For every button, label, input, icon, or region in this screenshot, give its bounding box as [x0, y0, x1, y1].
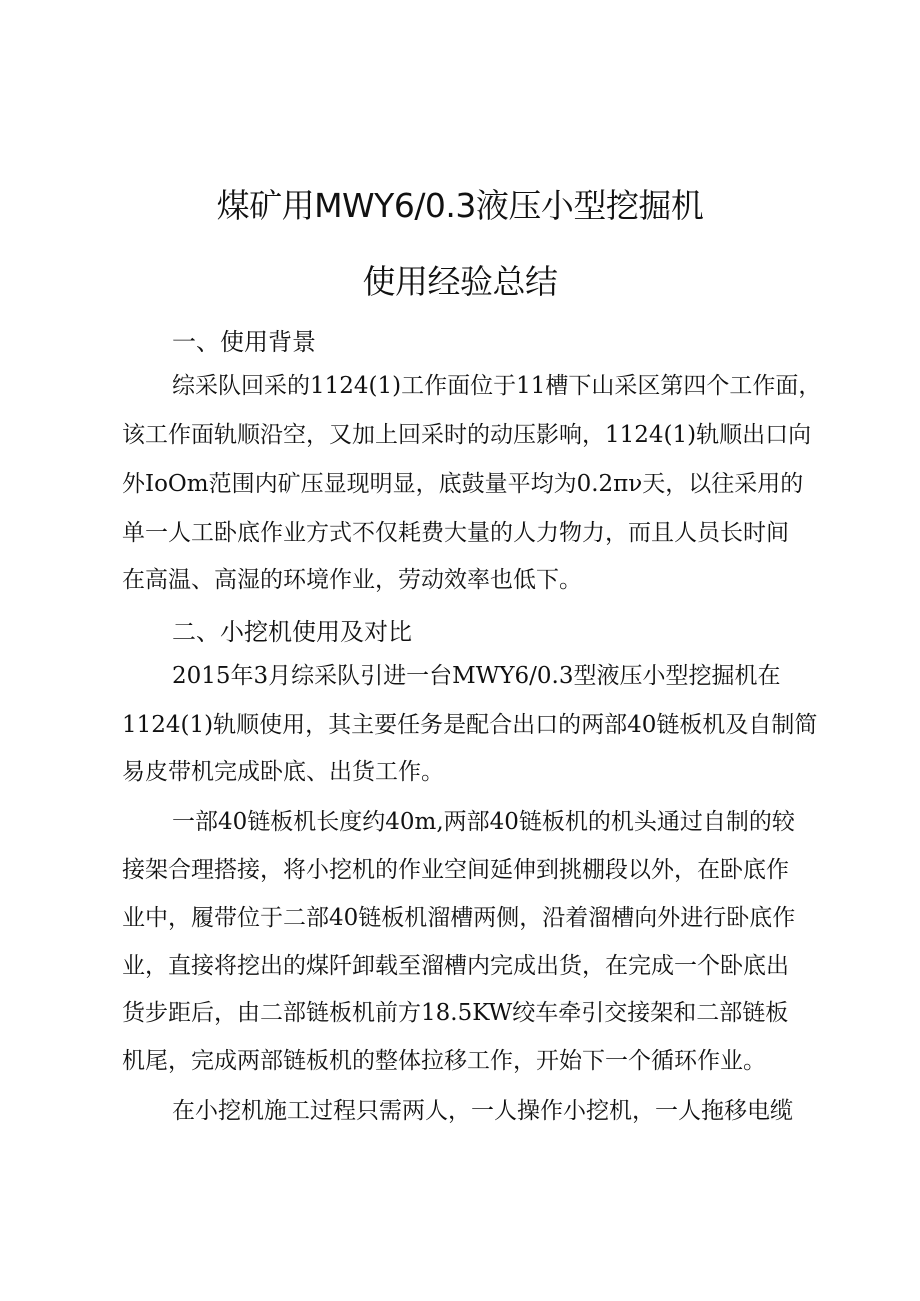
section-2-p2-line-3: 业中，履带位于二部40链板机溜槽两侧，沿着溜槽向外进行卧底作 [122, 905, 796, 931]
section-2-p2-line-1: 一部40链板机长度约40m,两部40链板机的机头通过自制的较 [172, 809, 795, 835]
section-2-p2-line-5: 货步距后，由二部链板机前方18.5KW绞车牵引交接架和二部链板 [122, 1000, 789, 1026]
section-1-line-3: 外IoOm范围内矿压显现明显，底鼓量平均为0.2πν天，以往采用的 [122, 471, 804, 497]
section-1-line-1: 综采队回采的1124(1)工作面位于11槽下山采区第四个工作面， [172, 373, 822, 399]
document-title-line-2: 使用经验总结 [362, 262, 558, 301]
section-1-line-4: 单一人工卧底作业方式不仅耗费大量的人力物力，而且人员长时间 [122, 520, 789, 546]
section-2-p2-line-2: 接架合理搭接，将小挖机的作业空间延伸到挑棚段以外，在卧底作 [122, 857, 789, 883]
section-2-p1-line-1: 2015年3月综采队引进一台MWY6/0.3型液压小型挖掘机在 [172, 663, 781, 689]
section-1-line-2: 该工作面轨顺沿空，又加上回采时的动压影响，1124(1)轨顺出口向 [122, 422, 812, 448]
section-2-p2-line-4: 业，直接将挖出的煤阡卸载至溜槽内完成出货，在完成一个卧底出 [122, 953, 789, 979]
section-2-p1-line-3: 易皮带机完成卧底、出货工作。 [122, 759, 444, 785]
section-1-line-5: 在高温、高湿的环境作业，劳动效率也低下。 [122, 567, 582, 593]
section-2-p1-line-2: 1124(1)轨顺使用，其主要任务是配合出口的两部40链板机及自制简 [122, 712, 818, 738]
section-2-p2-line-6: 机尾，完成两部链板机的整体拉移工作，开始下一个循环作业。 [122, 1048, 766, 1074]
section-1-heading: 一、使用背景 [172, 328, 316, 356]
section-2-heading: 二、小挖机使用及对比 [172, 618, 412, 646]
document-title-line-1: 煤矿用MWY6/0.3液压小型挖掘机 [216, 186, 704, 225]
section-2-p3-line-1: 在小挖机施工过程只需两人，一人操作小挖机，一人拖移电缆 [172, 1098, 793, 1124]
